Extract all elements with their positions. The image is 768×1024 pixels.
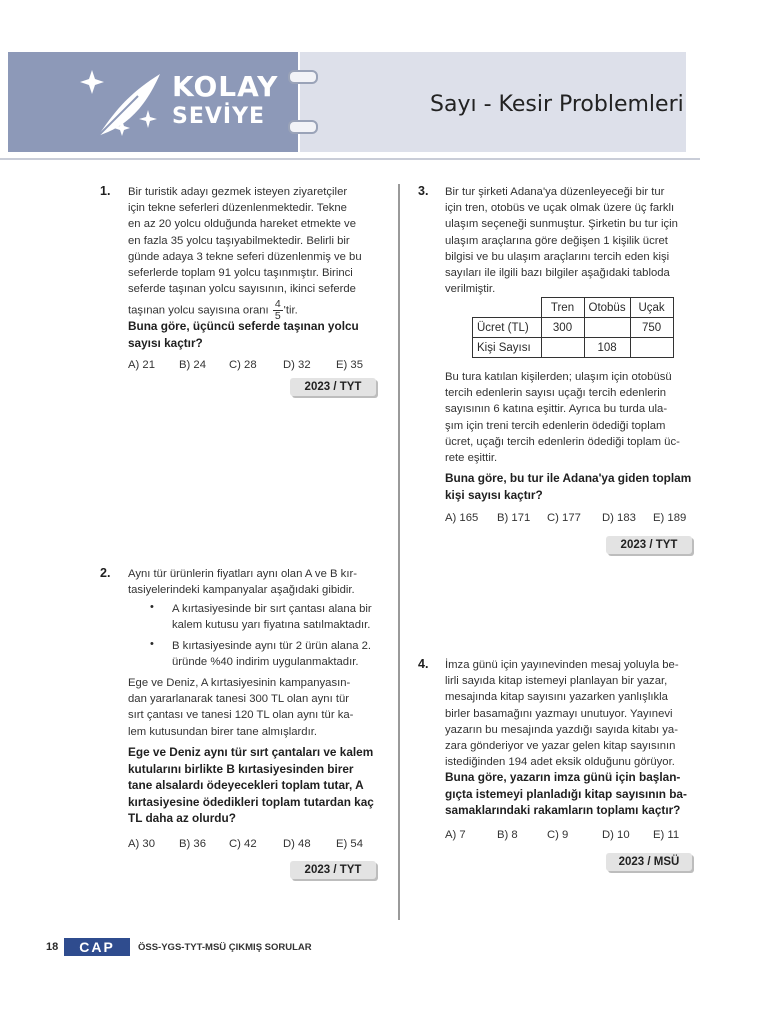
option-a[interactable]: A) 21 xyxy=(128,359,156,371)
page-number: 18 xyxy=(46,941,59,953)
question-1-options xyxy=(128,359,388,375)
option-e[interactable]: E) 54 xyxy=(336,838,364,850)
option-d[interactable]: D) 10 xyxy=(602,829,630,841)
question-number: 2. xyxy=(100,566,111,580)
option-c[interactable]: C) 28 xyxy=(229,359,257,371)
option-d[interactable]: D) 32 xyxy=(283,359,311,371)
bullet: • xyxy=(150,601,154,613)
table-row: Kişi Sayısı 108 xyxy=(473,338,674,358)
level-sublabel: SEVİYE xyxy=(172,104,266,129)
binder-ring xyxy=(288,70,318,84)
question-number: 1. xyxy=(100,184,111,198)
question-1-body: Bir turistik adayı gezmek isteyen ziyaretçiler için tekne seferleri düzenlenmektedir. Tekne en az 20 yolcu olduğunda hareket etmekte ve en fazla 35 yolcu taşıyabilmektedir. Belirli bir günde adaya 3 tekne seferi düzenlenmiş ve bu seferlerde toplam 91 yolcu taşınmıştır. Birinci seferde taşınan yolcu sayısının, ikinci seferde taşınan yolcu sayısına oranı $\frac{4}{5}$ 'tir. xyxy=(128,186,362,323)
table-header-row: Tren Otobüs Uçak xyxy=(473,298,674,318)
footer-text: ÖSS-YGS-TYT-MSÜ ÇIKMIŞ SORULAR xyxy=(138,942,312,953)
question-2-body: Ege ve Deniz, A kırtasiyesinin kampanyasın- dan yararlanarak tanesi 300 TL olan aynı tür sırt çantası ve tanesi 120 TL olan aynı tür ka- lem kutusundan birer tane almışlardır. xyxy=(128,677,354,738)
option-e[interactable]: E) 11 xyxy=(653,829,680,841)
option-c[interactable]: C) 177 xyxy=(547,512,581,524)
option-b[interactable]: B) 24 xyxy=(179,359,207,371)
exam-year-badge: 2023 / TYT xyxy=(606,536,692,554)
column-divider xyxy=(398,184,400,920)
question-3-options xyxy=(445,512,705,528)
question-2-prompt: Ege ve Deniz aynı tür sırt çantaları ve kalem kutularını birlikte B kırtasiyesinden birer tane alsalardı ödeyecekleri toplam tutar, A kırtasiyesine ödedikleri toplam tutardan kaç TL daha az olurdu? xyxy=(128,745,374,826)
exam-year-badge: 2023 / TYT xyxy=(290,861,376,879)
option-c[interactable]: C) 9 xyxy=(547,829,569,841)
bullet: • xyxy=(150,638,154,650)
question-number: 3. xyxy=(418,184,429,198)
binder-ring xyxy=(288,120,318,134)
question-4-options xyxy=(445,829,705,845)
page-title: Sayı - Kesir Problemleri xyxy=(430,92,684,117)
bullet-item: A kırtasiyesinde bir sırt çantası alana bir kalem kutusu yarı fiyatına satılmaktadır. xyxy=(172,603,372,632)
option-d[interactable]: D) 48 xyxy=(283,838,311,850)
question-number: 4. xyxy=(418,657,429,671)
question-4-prompt: Buna göre, yazarın imza günü için başlan- gıçta istemeyi planladığı kitap sayısının ba- samaklarındaki rakamların toplamı kaçtır? xyxy=(445,770,687,818)
level-label: KOLAY xyxy=(172,70,279,103)
option-b[interactable]: B) 36 xyxy=(179,838,207,850)
table-row: Ücret (TL) 300 750 xyxy=(473,318,674,338)
option-e[interactable]: E) 189 xyxy=(653,512,687,524)
option-e[interactable]: E) 35 xyxy=(336,359,364,371)
bullet-item: B kırtasiyesinde aynı tür 2 ürün alana 2. üründe %40 indirim uygulanmaktadır. xyxy=(172,640,372,669)
option-b[interactable]: B) 8 xyxy=(497,829,518,841)
option-a[interactable]: A) 165 xyxy=(445,512,479,524)
transport-table xyxy=(472,297,674,358)
exam-year-badge: 2023 / TYT xyxy=(290,378,376,396)
option-c[interactable]: C) 42 xyxy=(229,838,257,850)
option-a[interactable]: A) 30 xyxy=(128,838,156,850)
question-3-body: Bir tur şirketi Adana'ya düzenleyeceği bir tur için tren, otobüs ve uçak olmak üzere üç farklı ulaşım seçeneği sunmuştur. Şirketin bu tur için ulaşım araçlarına göre değişen 1 kişilik ücret bilgisi ve bu ulaşım araçlarını tercih eden kişi sayıları ile ilgili bazı bilgiler aşağıdaki tabloda verilmiştir. xyxy=(445,186,678,296)
question-2-intro: Aynı tür ürünlerin fiyatları aynı olan A ve B kır- tasiyelerindeki kampanyalar aşağıdaki gibidir. xyxy=(128,568,357,597)
option-a[interactable]: A) 7 xyxy=(445,829,466,841)
option-d[interactable]: D) 183 xyxy=(602,512,636,524)
feather-sparkle-icon xyxy=(78,66,168,146)
question-1-prompt: Buna göre, üçüncü seferde taşınan yolcu sayısı kaçtır? xyxy=(128,319,359,350)
question-3-body-2: Bu tura katılan kişilerden; ulaşım için otobüsü tercih edenlerin sayısı uçağı tercih edenlerin sayısının 6 katına eşittir. Ayrıca bu turda ula- şım için treni tercih edenlerin ödediği toplam ücret, uçağı tercih edenlerin ödediği toplam üc- rete eşittir. xyxy=(445,371,680,465)
exam-year-badge: 2023 / MSÜ xyxy=(606,853,692,871)
header-divider xyxy=(0,158,700,160)
option-b[interactable]: B) 171 xyxy=(497,512,531,524)
brand-logo: CAP xyxy=(64,938,130,956)
question-4-body: İmza günü için yayınevinden mesaj yoluyla be- lirli sayıda kitap istemeyi planlayan bir yazar, mesajında kitap sayısını yazarken yanlışlıkla birler basamağını yazmayı unutuyor. Yayınevi yazarın bu mesajında yazdığı sayıda kitabı ya- zara gönderiyor ve yazar gelen kitap sayısının istediğinden 194 adet eksik olduğunu görüyor. xyxy=(445,659,679,769)
question-3-prompt: Buna göre, bu tur ile Adana'ya giden toplam kişi sayısı kaçtır? xyxy=(445,471,692,502)
question-2-options xyxy=(128,838,388,854)
fraction: $\frac{4}{5}$ xyxy=(274,298,281,323)
